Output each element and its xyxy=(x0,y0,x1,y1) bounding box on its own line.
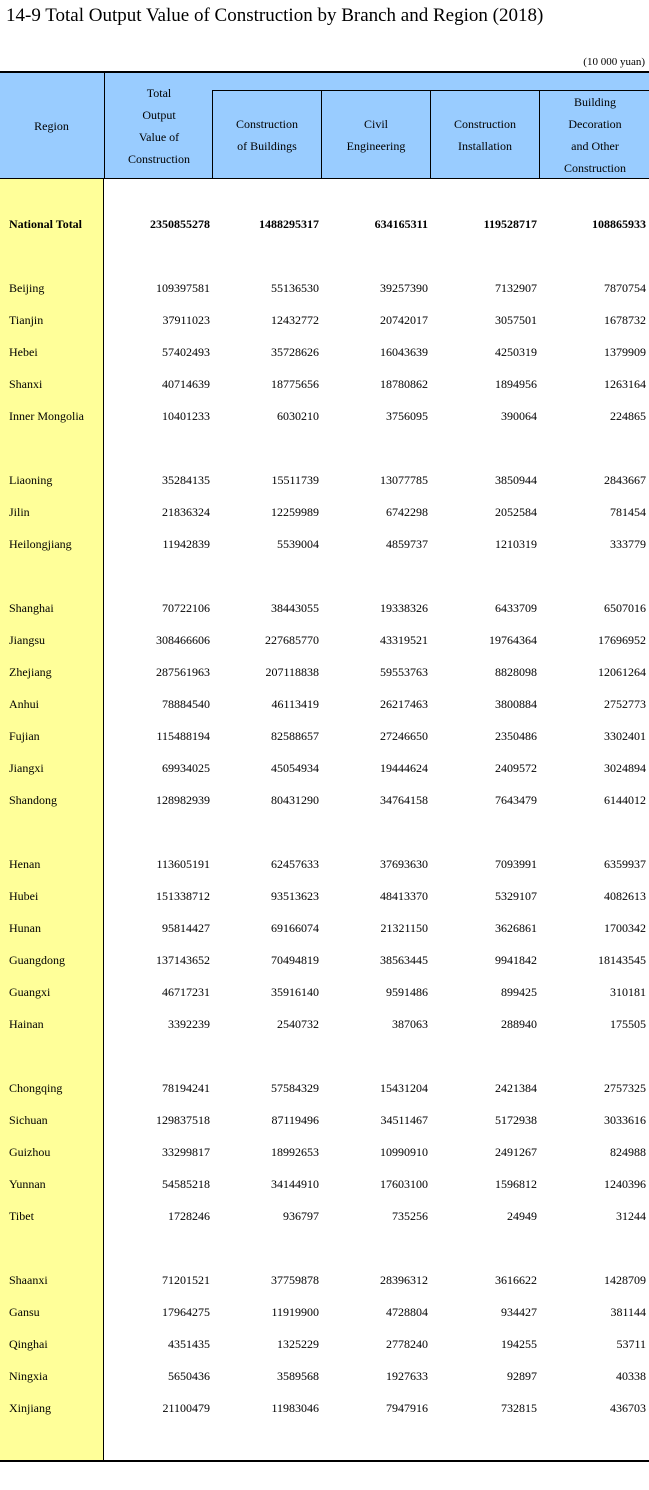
table-row xyxy=(0,497,649,529)
header-region: Region xyxy=(34,118,69,133)
table-row xyxy=(0,1201,649,1233)
row-value: 3850944 xyxy=(495,473,537,487)
row-value: 93513623 xyxy=(271,889,319,903)
row-region: Chongqing xyxy=(9,1081,63,1095)
row-value: 7643479 xyxy=(495,793,537,807)
row-value: 2491267 xyxy=(495,1145,537,1159)
row-value: 119528717 xyxy=(483,217,537,231)
page-title: 14-9 Total Output Value of Construction by Branch and Region (2018) xyxy=(6,5,544,26)
row-value: 2778240 xyxy=(386,1337,428,1351)
row-value: 16043639 xyxy=(380,345,428,359)
row-value: 46113419 xyxy=(271,697,319,711)
row-value: 10401233 xyxy=(162,409,210,423)
row-value: 5329107 xyxy=(495,889,537,903)
row-value: 95814427 xyxy=(162,921,210,935)
table-header xyxy=(0,73,649,179)
row-region: Guizhou xyxy=(9,1145,51,1159)
table-row xyxy=(0,1169,649,1201)
row-value: 26217463 xyxy=(380,697,428,711)
row-value: 1728246 xyxy=(168,1209,210,1223)
row-region: Shanghai xyxy=(9,601,54,615)
row-region: Hunan xyxy=(9,921,41,935)
row-value: 735256 xyxy=(392,1209,428,1223)
row-value: 37693630 xyxy=(380,857,428,871)
row-value: 53711 xyxy=(616,1337,646,1351)
row-value: 34144910 xyxy=(271,1177,319,1191)
row-value: 2752773 xyxy=(604,697,646,711)
row-region: Hainan xyxy=(9,1017,44,1031)
row-value: 6030210 xyxy=(277,409,319,423)
row-value: 899425 xyxy=(501,985,537,999)
row-value: 227685770 xyxy=(265,633,319,647)
row-value: 7870754 xyxy=(604,281,646,295)
row-value: 4082613 xyxy=(604,889,646,903)
row-value: 69166074 xyxy=(271,921,319,935)
row-value: 18775656 xyxy=(271,377,319,391)
table-row xyxy=(0,337,649,369)
row-value: 7093991 xyxy=(495,857,537,871)
row-value: 224865 xyxy=(610,409,646,423)
row-value: 17964275 xyxy=(162,1305,210,1319)
table-row xyxy=(0,785,649,817)
table-row xyxy=(0,273,649,305)
table-row xyxy=(0,209,649,241)
row-value: 2757325 xyxy=(604,1081,646,1095)
row-region: Beijing xyxy=(9,281,45,295)
row-value: 1210319 xyxy=(495,537,537,551)
header-decoration: Building Decoration and Other Construction xyxy=(539,91,649,178)
row-value: 1379909 xyxy=(604,345,646,359)
row-value: 3756095 xyxy=(386,409,428,423)
row-value: 387063 xyxy=(392,1017,428,1031)
row-value: 12061264 xyxy=(598,665,646,679)
row-value: 33299817 xyxy=(162,1145,210,1159)
row-region: Shaanxi xyxy=(9,1273,48,1287)
row-value: 11942839 xyxy=(162,537,210,551)
row-value: 19444624 xyxy=(380,761,428,775)
row-value: 21321150 xyxy=(380,921,428,935)
row-value: 781454 xyxy=(610,505,646,519)
row-value: 824988 xyxy=(610,1145,646,1159)
row-value: 39257390 xyxy=(380,281,428,295)
row-value: 732815 xyxy=(501,1401,537,1415)
header-total: Total Output Value of Construction xyxy=(104,73,213,178)
row-region: Gansu xyxy=(9,1305,40,1319)
row-value: 3800884 xyxy=(495,697,537,711)
row-value: 207118838 xyxy=(265,665,319,679)
row-region: Liaoning xyxy=(9,473,53,487)
table-row xyxy=(0,913,649,945)
row-value: 12432772 xyxy=(271,313,319,327)
table-row xyxy=(0,625,649,657)
row-value: 6507016 xyxy=(604,601,646,615)
row-value: 308466606 xyxy=(156,633,210,647)
table-row xyxy=(0,1361,649,1393)
row-value: 288940 xyxy=(501,1017,537,1031)
row-region: Zhejiang xyxy=(9,665,52,679)
table-row xyxy=(0,593,649,625)
row-value: 4351435 xyxy=(168,1337,210,1351)
row-value: 6742298 xyxy=(386,505,428,519)
row-value: 35284135 xyxy=(162,473,210,487)
row-region: Tibet xyxy=(9,1209,34,1223)
row-value: 310181 xyxy=(610,985,646,999)
table-row xyxy=(0,753,649,785)
table-row xyxy=(0,689,649,721)
table-row xyxy=(0,945,649,977)
row-value: 9591486 xyxy=(386,985,428,999)
row-region: Jilin xyxy=(9,505,30,519)
row-value: 436703 xyxy=(610,1401,646,1415)
table-row xyxy=(0,1329,649,1361)
row-region: Xinjiang xyxy=(9,1401,51,1415)
row-value: 2540732 xyxy=(277,1017,319,1031)
row-value: 333779 xyxy=(610,537,646,551)
table-row xyxy=(0,401,649,433)
row-value: 8828098 xyxy=(495,665,537,679)
row-value: 2409572 xyxy=(495,761,537,775)
row-value: 1596812 xyxy=(495,1177,537,1191)
table-row xyxy=(0,369,649,401)
row-value: 57402493 xyxy=(162,345,210,359)
row-value: 2421384 xyxy=(495,1081,537,1095)
row-value: 27246650 xyxy=(380,729,428,743)
row-region: Guangdong xyxy=(9,953,65,967)
row-value: 12259989 xyxy=(271,505,319,519)
row-value: 35728626 xyxy=(271,345,319,359)
row-value: 62457633 xyxy=(271,857,319,871)
header-buildings: Construction of Buildings xyxy=(212,91,321,178)
row-value: 18780862 xyxy=(380,377,428,391)
row-value: 45054934 xyxy=(271,761,319,775)
row-value: 1240396 xyxy=(604,1177,646,1191)
row-value: 40714639 xyxy=(162,377,210,391)
row-region: Anhui xyxy=(9,697,39,711)
table-row xyxy=(0,1137,649,1169)
table-row xyxy=(0,1297,649,1329)
row-value: 175505 xyxy=(610,1017,646,1031)
row-value: 11919900 xyxy=(271,1305,319,1319)
table-row xyxy=(0,657,649,689)
row-value: 2843667 xyxy=(604,473,646,487)
table-row xyxy=(0,1393,649,1425)
row-value: 10990910 xyxy=(380,1145,428,1159)
header-installation: Construction Installation xyxy=(430,91,539,178)
row-value: 1488295317 xyxy=(259,217,319,231)
row-value: 37759878 xyxy=(271,1273,319,1287)
row-value: 1700342 xyxy=(604,921,646,935)
table-row xyxy=(0,721,649,753)
row-value: 78884540 xyxy=(162,697,210,711)
row-value: 71201521 xyxy=(162,1273,210,1287)
row-value: 9941842 xyxy=(495,953,537,967)
row-value: 46717231 xyxy=(162,985,210,999)
row-value: 78194241 xyxy=(162,1081,210,1095)
row-region: Guangxi xyxy=(9,985,51,999)
row-value: 3616622 xyxy=(495,1273,537,1287)
row-value: 13077785 xyxy=(380,473,428,487)
row-value: 19338326 xyxy=(380,601,428,615)
row-region: National Total xyxy=(9,217,83,231)
row-value: 20742017 xyxy=(380,313,428,327)
row-value: 108865933 xyxy=(592,217,646,231)
row-value: 59553763 xyxy=(380,665,428,679)
row-value: 151338712 xyxy=(156,889,210,903)
row-value: 2350486 xyxy=(495,729,537,743)
table-row xyxy=(0,881,649,913)
row-value: 38443055 xyxy=(271,601,319,615)
row-region: Qinghai xyxy=(9,1337,48,1351)
table-row xyxy=(0,1073,649,1105)
row-value: 70722106 xyxy=(162,601,210,615)
row-value: 40338 xyxy=(616,1369,646,1383)
table-row xyxy=(0,305,649,337)
row-region: Heilongjiang xyxy=(9,537,72,551)
row-value: 34511467 xyxy=(380,1113,428,1127)
row-value: 57584329 xyxy=(271,1081,319,1095)
header-civil: Civil Engineering xyxy=(321,91,430,178)
row-region: Hebei xyxy=(9,345,38,359)
table-row xyxy=(0,1009,649,1041)
row-value: 381144 xyxy=(610,1305,646,1319)
table-row xyxy=(0,977,649,1009)
row-value: 128982939 xyxy=(156,793,210,807)
row-value: 6144012 xyxy=(604,793,646,807)
row-value: 3392239 xyxy=(168,1017,210,1031)
row-value: 6433709 xyxy=(495,601,537,615)
row-value: 69934025 xyxy=(162,761,210,775)
row-value: 17603100 xyxy=(380,1177,428,1191)
row-value: 1678732 xyxy=(604,313,646,327)
row-value: 3302401 xyxy=(604,729,646,743)
row-value: 194255 xyxy=(501,1337,537,1351)
row-region: Yunnan xyxy=(9,1177,46,1191)
row-value: 24949 xyxy=(507,1209,537,1223)
row-value: 390064 xyxy=(501,409,537,423)
row-value: 15511739 xyxy=(271,473,319,487)
row-value: 18143545 xyxy=(598,953,646,967)
row-value: 137143652 xyxy=(156,953,210,967)
table-row xyxy=(0,465,649,497)
row-value: 3057501 xyxy=(495,313,537,327)
table-row xyxy=(0,529,649,561)
row-value: 92897 xyxy=(507,1369,537,1383)
row-region: Sichuan xyxy=(9,1113,48,1127)
row-value: 70494819 xyxy=(271,953,319,967)
row-value: 1325229 xyxy=(277,1337,319,1351)
row-value: 3626861 xyxy=(495,921,537,935)
table-row xyxy=(0,849,649,881)
row-value: 936797 xyxy=(283,1209,319,1223)
row-value: 7132907 xyxy=(495,281,537,295)
row-value: 115488194 xyxy=(156,729,210,743)
row-value: 129837518 xyxy=(156,1113,210,1127)
row-value: 5650436 xyxy=(168,1369,210,1383)
row-value: 17696952 xyxy=(598,633,646,647)
row-region: Fujian xyxy=(9,729,40,743)
row-value: 109397581 xyxy=(156,281,210,295)
row-value: 35916140 xyxy=(271,985,319,999)
row-value: 21100479 xyxy=(162,1401,210,1415)
row-region: Jiangxi xyxy=(9,761,44,775)
row-value: 3589568 xyxy=(277,1369,319,1383)
row-value: 87119496 xyxy=(271,1113,319,1127)
row-value: 38563445 xyxy=(380,953,428,967)
row-value: 2052584 xyxy=(495,505,537,519)
row-region: Tianjin xyxy=(9,313,44,327)
row-value: 18992653 xyxy=(271,1145,319,1159)
row-value: 113605191 xyxy=(156,857,210,871)
row-value: 4859737 xyxy=(386,537,428,551)
row-value: 28396312 xyxy=(380,1273,428,1287)
table-row xyxy=(0,1265,649,1297)
row-value: 4250319 xyxy=(495,345,537,359)
row-value: 15431204 xyxy=(380,1081,428,1095)
row-value: 634165311 xyxy=(374,217,428,231)
row-value: 48413370 xyxy=(380,889,428,903)
row-value: 54585218 xyxy=(162,1177,210,1191)
table-row xyxy=(0,1105,649,1137)
row-value: 1927633 xyxy=(386,1369,428,1383)
row-value: 4728804 xyxy=(386,1305,428,1319)
row-value: 1428709 xyxy=(604,1273,646,1287)
row-value: 19764364 xyxy=(489,633,537,647)
row-value: 287561963 xyxy=(156,665,210,679)
row-value: 934427 xyxy=(501,1305,537,1319)
row-value: 2350855278 xyxy=(150,217,210,231)
row-value: 11983046 xyxy=(271,1401,319,1415)
data-table xyxy=(0,71,649,1462)
row-value: 43319521 xyxy=(380,633,428,647)
row-value: 6359937 xyxy=(604,857,646,871)
row-value: 5539004 xyxy=(277,537,319,551)
row-value: 7947916 xyxy=(386,1401,428,1415)
row-value: 37911023 xyxy=(162,313,210,327)
row-value: 82588657 xyxy=(271,729,319,743)
row-value: 3033616 xyxy=(604,1113,646,1127)
row-value: 31244 xyxy=(616,1209,646,1223)
row-region: Ningxia xyxy=(9,1369,48,1383)
row-value: 3024894 xyxy=(604,761,646,775)
row-value: 34764158 xyxy=(380,793,428,807)
row-value: 21836324 xyxy=(162,505,210,519)
row-value: 80431290 xyxy=(271,793,319,807)
row-region: Jiangsu xyxy=(9,633,45,647)
row-region: Shandong xyxy=(9,793,57,807)
unit-note: (10 000 yuan) xyxy=(583,56,645,68)
row-value: 55136530 xyxy=(271,281,319,295)
row-value: 5172938 xyxy=(495,1113,537,1127)
row-value: 1263164 xyxy=(604,377,646,391)
row-value: 1894956 xyxy=(495,377,537,391)
row-region: Hubei xyxy=(9,889,39,903)
row-region: Shanxi xyxy=(9,377,43,391)
row-region: Inner Mongolia xyxy=(9,409,84,423)
row-region: Henan xyxy=(9,857,41,871)
